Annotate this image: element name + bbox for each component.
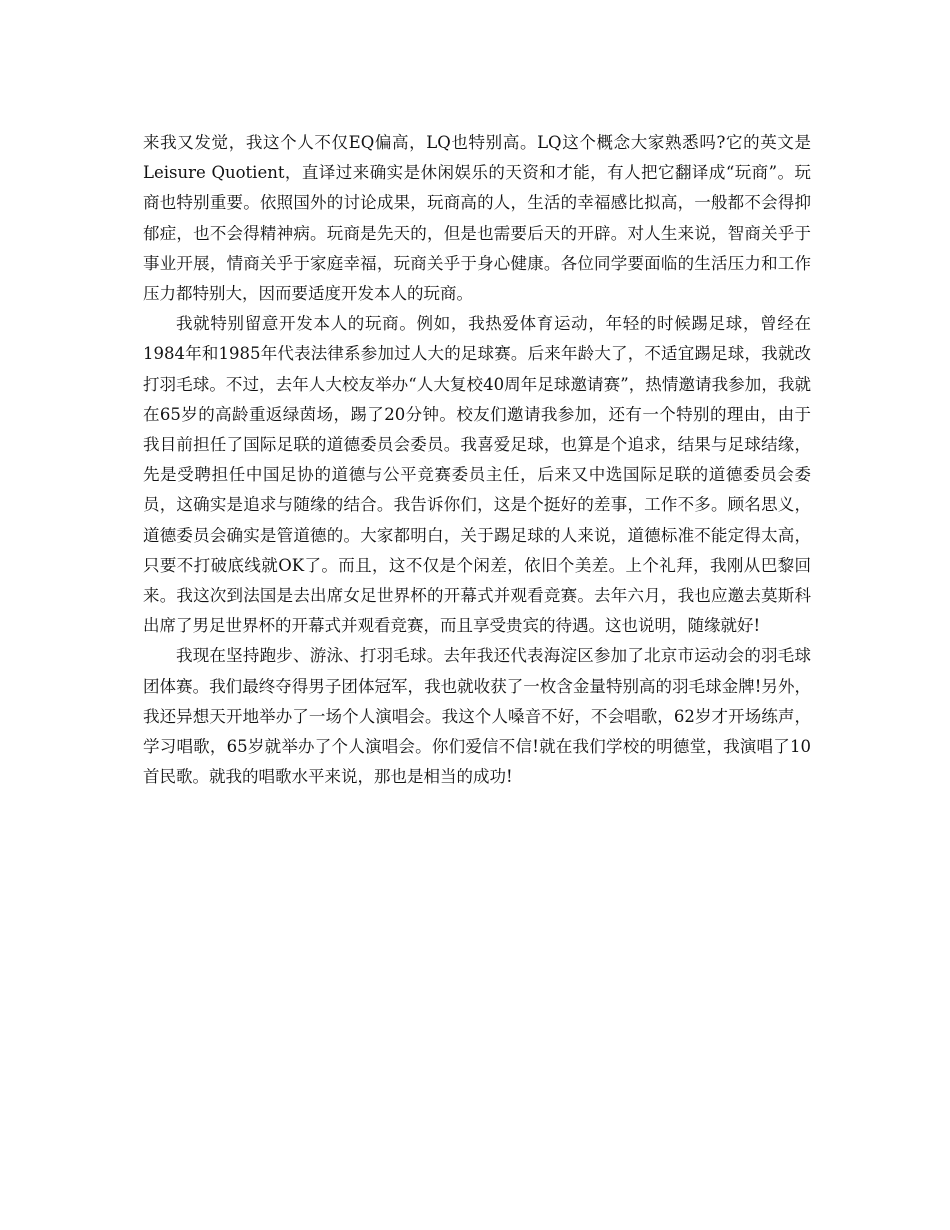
- paragraph-2: 我就特别留意开发本人的玩商。例如，我热爱体育运动，年轻的时候踢足球，曾经在1984年和1985年代表法律系参加过人大的足球赛。后来年龄大了，不适宜踢足球，我就改打羽毛球。不过，去年人大校友举办“人大复校40周年足球邀请赛”，热情邀请我参加，我就在65岁的高龄重返绿茵场，踢了20分钟。校友们邀请我参加，还有一个特别的理由，由于我目前担任了国际足联的道德委员会委员。我喜爱足球，也算是个追求，结果与足球结缘，先是受聘担任中国足协的道德与公平竞赛委员主任，后来又中选国际足联的道德委员会委员，这确实是追求与随缘的结合。我告诉你们，这是个挺好的差事，工作不多。顾名思义，道德委员会确实是管道德的。大家都明白，关于踢足球的人来说，道德标准不能定得太高，只要不打破底线就OK了。而且，这不仅是个闲差，依旧个美差。上个礼拜，我刚从巴黎回来。我这次到法国是去出席女足世界杯的开幕式并观看竞赛。去年六月，我也应邀去莫斯科出席了男足世界杯的开幕式并观看竞赛，而且享受贵宾的待遇。这也说明，随缘就好!: [143, 314, 811, 636]
- document-body: [143, 128, 811, 792]
- paragraph-3: 我现在坚持跑步、游泳、打羽毛球。去年我还代表海淀区参加了北京市运动会的羽毛球团体赛。我们最终夺得男子团体冠军，我也就收获了一枚含金量特别高的羽毛球金牌!另外，我还异想天开地举办了一场个人演唱会。我这个人嗓音不好，不会唱歌，62岁才开场练声，学习唱歌，65岁就举办了个人演唱会。你们爱信不信!就在我们学校的明德堂，我演唱了10首民歌。就我的唱歌水平来说，那也是相当的成功!: [143, 646, 811, 787]
- paragraph-1: 来我又发觉，我这个人不仅EQ偏高，LQ也特别高。LQ这个概念大家熟悉吗?它的英文是Leisure Quotient，直译过来确实是休闲娱乐的天资和才能，有人把它翻译成“玩商”。玩商也特别重要。依照国外的讨论成果，玩商高的人，生活的幸福感比拟高，一般都不会得抑郁症，也不会得精神病。玩商是先天的，但是也需要后天的开辟。对人生来说，智商关乎于事业开展，情商关乎于家庭幸福，玩商关乎于身心健康。各位同学要面临的生活压力和工作压力都特别大，因而要适度开发本人的玩商。: [143, 133, 811, 304]
